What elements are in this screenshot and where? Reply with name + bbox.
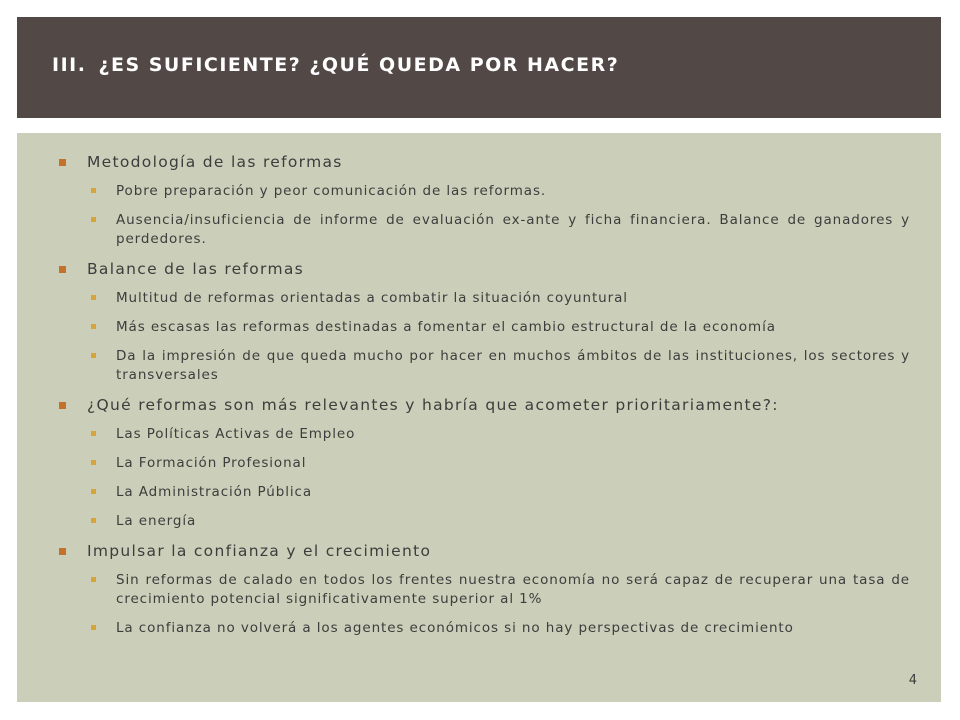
sub-bullet-text: La confianza no volverá a los agentes económicos si no hay perspectivas de crecimiento [116,620,794,636]
section-heading [55,541,910,562]
sub-bullet-text: La energía [116,513,197,529]
sub-bullet-item [55,211,910,249]
small-square-bullet-icon [91,353,96,358]
sub-bullet-item [55,512,910,531]
small-square-bullet-icon [91,577,96,582]
sub-bullet-text: Más escasas las reformas destinadas a fomentar el cambio estructural de la economía [116,319,776,335]
sub-bullet-text: La Formación Profesional [116,455,307,471]
small-square-bullet-icon [91,324,96,329]
sub-bullet-item [55,571,910,609]
sub-bullet-text: Ausencia/insuficiencia de informe de evaluación ex-ante y ficha financiera. Balance de ganadores y perdedores. [116,212,910,247]
sub-bullet-item [55,454,910,473]
slide-title [52,54,619,76]
sub-bullet-item [55,347,910,385]
sub-bullet-text: Multitud de reformas orientadas a combatir la situación coyuntural [116,290,628,306]
square-bullet-icon [59,402,66,409]
sub-bullet-item [55,483,910,502]
square-bullet-icon [59,548,66,555]
title-bar [17,17,941,118]
sub-bullet-text: Las Políticas Activas de Empleo [116,426,356,442]
small-square-bullet-icon [91,295,96,300]
section-heading-text: ¿Qué reformas son más relevantes y habría que acometer prioritariamente?: [87,396,779,414]
sub-bullet-item [55,289,910,308]
sub-bullet-text: Pobre preparación y peor comunicación de las reformas. [116,183,547,199]
sub-bullet-text: Sin reformas de calado en todos los frentes nuestra economía no será capaz de recuperar una tasa de crecimiento potencial significativamente superior al 1% [116,572,910,607]
section-heading-text: Impulsar la confianza y el crecimiento [87,542,432,560]
section-heading-text: Metodología de las reformas [87,153,343,171]
title-text: ¿ES SUFICIENTE? ¿QUÉ QUEDA POR HACER? [98,54,620,76]
bullet-list [55,152,910,648]
small-square-bullet-icon [91,625,96,630]
section-heading [55,395,910,416]
sub-bullet-item [55,182,910,201]
sub-bullet-item [55,425,910,444]
small-square-bullet-icon [91,431,96,436]
small-square-bullet-icon [91,217,96,222]
page-number: 4 [908,673,917,688]
section-heading-text: Balance de las reformas [87,260,305,278]
title-number: III. [52,54,87,76]
small-square-bullet-icon [91,460,96,465]
small-square-bullet-icon [91,188,96,193]
sub-bullet-item [55,619,910,638]
sub-bullet-text: La Administración Pública [116,484,313,500]
small-square-bullet-icon [91,518,96,523]
small-square-bullet-icon [91,489,96,494]
square-bullet-icon [59,159,66,166]
sub-bullet-text: Da la impresión de que queda mucho por hacer en muchos ámbitos de las instituciones, los sectores y transversales [116,348,910,383]
content-box [17,133,941,702]
section-heading [55,152,910,173]
square-bullet-icon [59,266,66,273]
sub-bullet-item [55,318,910,337]
section-heading [55,259,910,280]
